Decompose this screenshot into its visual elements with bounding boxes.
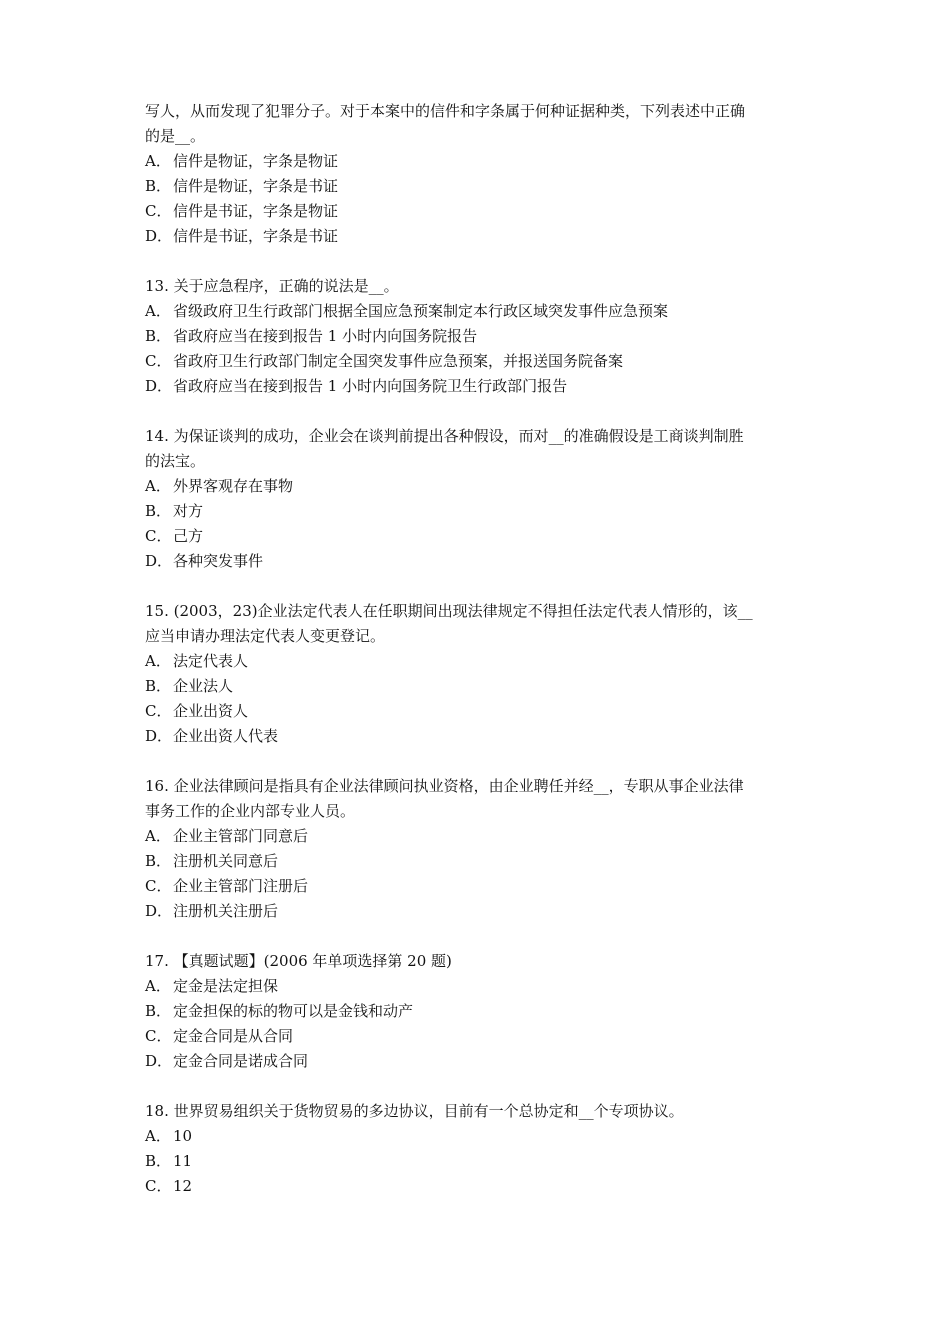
option-letter: D． [145,552,173,570]
option-letter: B． [145,677,172,695]
option-letter: C． [145,1027,172,1045]
option-text: 10 [173,1127,193,1145]
option-a [145,649,815,674]
option-c [145,524,815,549]
option-b [145,499,815,524]
question-14 [145,424,815,574]
question-text-line: 的是__。 [145,127,206,145]
option-letter: A． [145,977,171,995]
option-letter: C． [145,702,172,720]
option-a [145,974,815,999]
option-d [145,1049,815,1074]
question-text-line: 写人，从而发现了犯罪分子。对于本案中的信件和字条属于何种证据种类，下列表述中正确 [145,102,746,120]
option-letter: A． [145,477,171,495]
option-a [145,1124,815,1149]
spacer [145,399,815,424]
option-text: 信件是物证，字条是书证 [173,177,339,195]
option-letter: A． [145,652,171,670]
option-letter: B． [145,177,172,195]
option-text: 企业出资人 [173,702,249,720]
option-b [145,849,815,874]
option-letter: B． [145,1002,172,1020]
option-letter: B． [145,1152,172,1170]
option-b [145,1149,815,1174]
option-text: 信件是书证，字条是书证 [173,227,339,245]
option-text: 省级政府卫生行政部门根据全国应急预案制定本行政区域突发事件应急预案 [173,302,669,320]
option-a [145,299,815,324]
option-text: 信件是书证，字条是物证 [173,202,339,220]
question-18 [145,1099,815,1199]
document-page [145,99,815,1199]
spacer [145,249,815,274]
option-d [145,374,815,399]
option-text: 对方 [173,502,204,520]
option-letter: B． [145,852,172,870]
option-text: 定金担保的标的物可以是金钱和动产 [173,1002,414,1020]
option-d [145,224,815,249]
option-text: 省政府应当在接到报告 1 小时内向国务院卫生行政部门报告 [173,377,568,395]
option-c [145,699,815,724]
option-c [145,874,815,899]
question-text-line: 16. 企业法律顾问是指具有企业法律顾问执业资格，由企业聘任并经__，专职从事企业法律 [145,777,744,795]
option-d [145,724,815,749]
option-letter: D． [145,1052,173,1070]
option-letter: A． [145,152,171,170]
option-text: 11 [173,1152,193,1170]
option-text: 企业主管部门注册后 [173,877,309,895]
option-text: 外界客观存在事物 [173,477,294,495]
option-text: 企业主管部门同意后 [173,827,309,845]
option-b [145,674,815,699]
question-12-continued [145,99,815,249]
option-letter: D． [145,902,173,920]
option-letter: A． [145,827,171,845]
option-letter: B． [145,502,172,520]
option-letter: A． [145,1127,171,1145]
question-13 [145,274,815,399]
option-c [145,1174,815,1199]
option-letter: D． [145,227,173,245]
spacer [145,1074,815,1099]
option-letter: C． [145,527,172,545]
option-letter: C． [145,1177,172,1195]
option-c [145,1024,815,1049]
option-letter: D． [145,727,173,745]
spacer [145,749,815,774]
option-text: 企业法人 [173,677,234,695]
question-text-line: 13. 关于应急程序，正确的说法是__。 [145,277,399,295]
option-letter: D． [145,377,173,395]
question-15 [145,599,815,749]
option-letter: C． [145,352,172,370]
option-d [145,899,815,924]
option-c [145,349,815,374]
option-text: 定金合同是诺成合同 [173,1052,309,1070]
option-text: 省政府应当在接到报告 1 小时内向国务院报告 [173,327,478,345]
option-text: 法定代表人 [173,652,249,670]
question-text-line: 14. 为保证谈判的成功，企业会在谈判前提出各种假设，而对__的准确假设是工商谈判制胜 [145,427,744,445]
option-b [145,999,815,1024]
option-c [145,199,815,224]
question-text-line: 的法宝。 [145,452,206,470]
question-17 [145,949,815,1074]
option-text: 12 [173,1177,193,1195]
question-text-line: 事务工作的企业内部专业人员。 [145,802,356,820]
option-text: 定金是法定担保 [173,977,279,995]
option-a [145,824,815,849]
option-letter: A． [145,302,171,320]
option-text: 定金合同是从合同 [173,1027,294,1045]
option-text: 省政府卫生行政部门制定全国突发事件应急预案，并报送国务院备案 [173,352,624,370]
option-b [145,324,815,349]
option-text: 注册机关注册后 [173,902,279,920]
option-text: 己方 [173,527,204,545]
question-text-line: 17. 【真题试题】(2006 年单项选择第 20 题) [145,952,452,970]
question-text-line: 18. 世界贸易组织关于货物贸易的多边协议，目前有一个总协定和__个专项协议。 [145,1102,684,1120]
spacer [145,924,815,949]
question-text-line: 15. (2003，23)企业法定代表人在任职期间出现法律规定不得担任法定代表人情形的，该__ [145,602,753,620]
option-letter: C． [145,877,172,895]
option-a [145,474,815,499]
option-b [145,174,815,199]
question-text-line: 应当申请办理法定代表人变更登记。 [145,627,386,645]
option-d [145,549,815,574]
option-text: 各种突发事件 [173,552,264,570]
question-16 [145,774,815,924]
option-letter: B． [145,327,172,345]
spacer [145,574,815,599]
option-a [145,149,815,174]
option-text: 注册机关同意后 [173,852,279,870]
option-text: 信件是物证，字条是物证 [173,152,339,170]
option-letter: C． [145,202,172,220]
option-text: 企业出资人代表 [173,727,279,745]
